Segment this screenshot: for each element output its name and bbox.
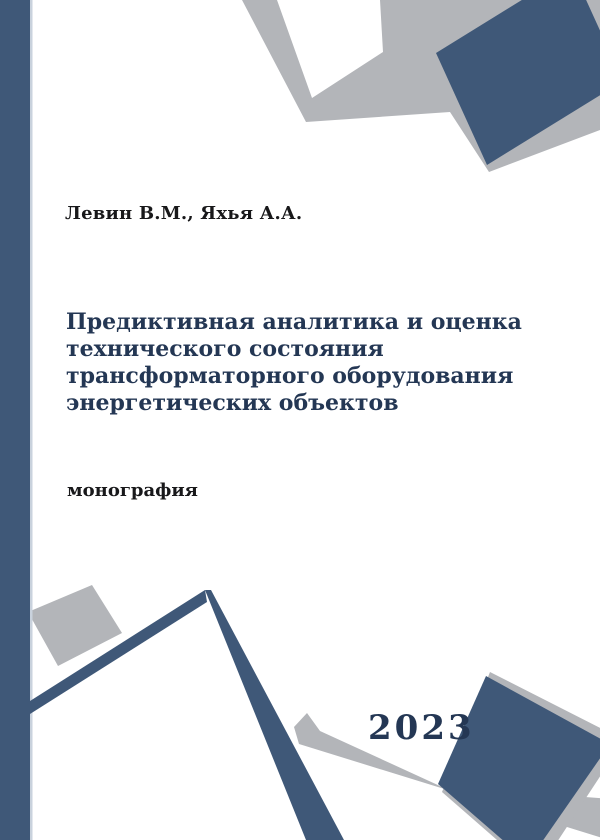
book-title [66, 309, 522, 417]
title-line-4: энергетических объектов [66, 390, 399, 416]
left-accent-bar [0, 0, 30, 840]
year-text: 2023 [368, 708, 475, 748]
title-line-3: трансформаторного оборудования [66, 363, 514, 389]
authors-text: Левин В.М., Яхья А.А. [65, 203, 303, 224]
mountain-right-arm-shape [205, 590, 344, 840]
title-line-1: Предиктивная аналитика и оценка [66, 309, 522, 335]
subtitle-text: монография [67, 480, 198, 501]
title-line-2: технического состояния [66, 336, 384, 362]
left-strip-edge-line [30, 0, 33, 840]
